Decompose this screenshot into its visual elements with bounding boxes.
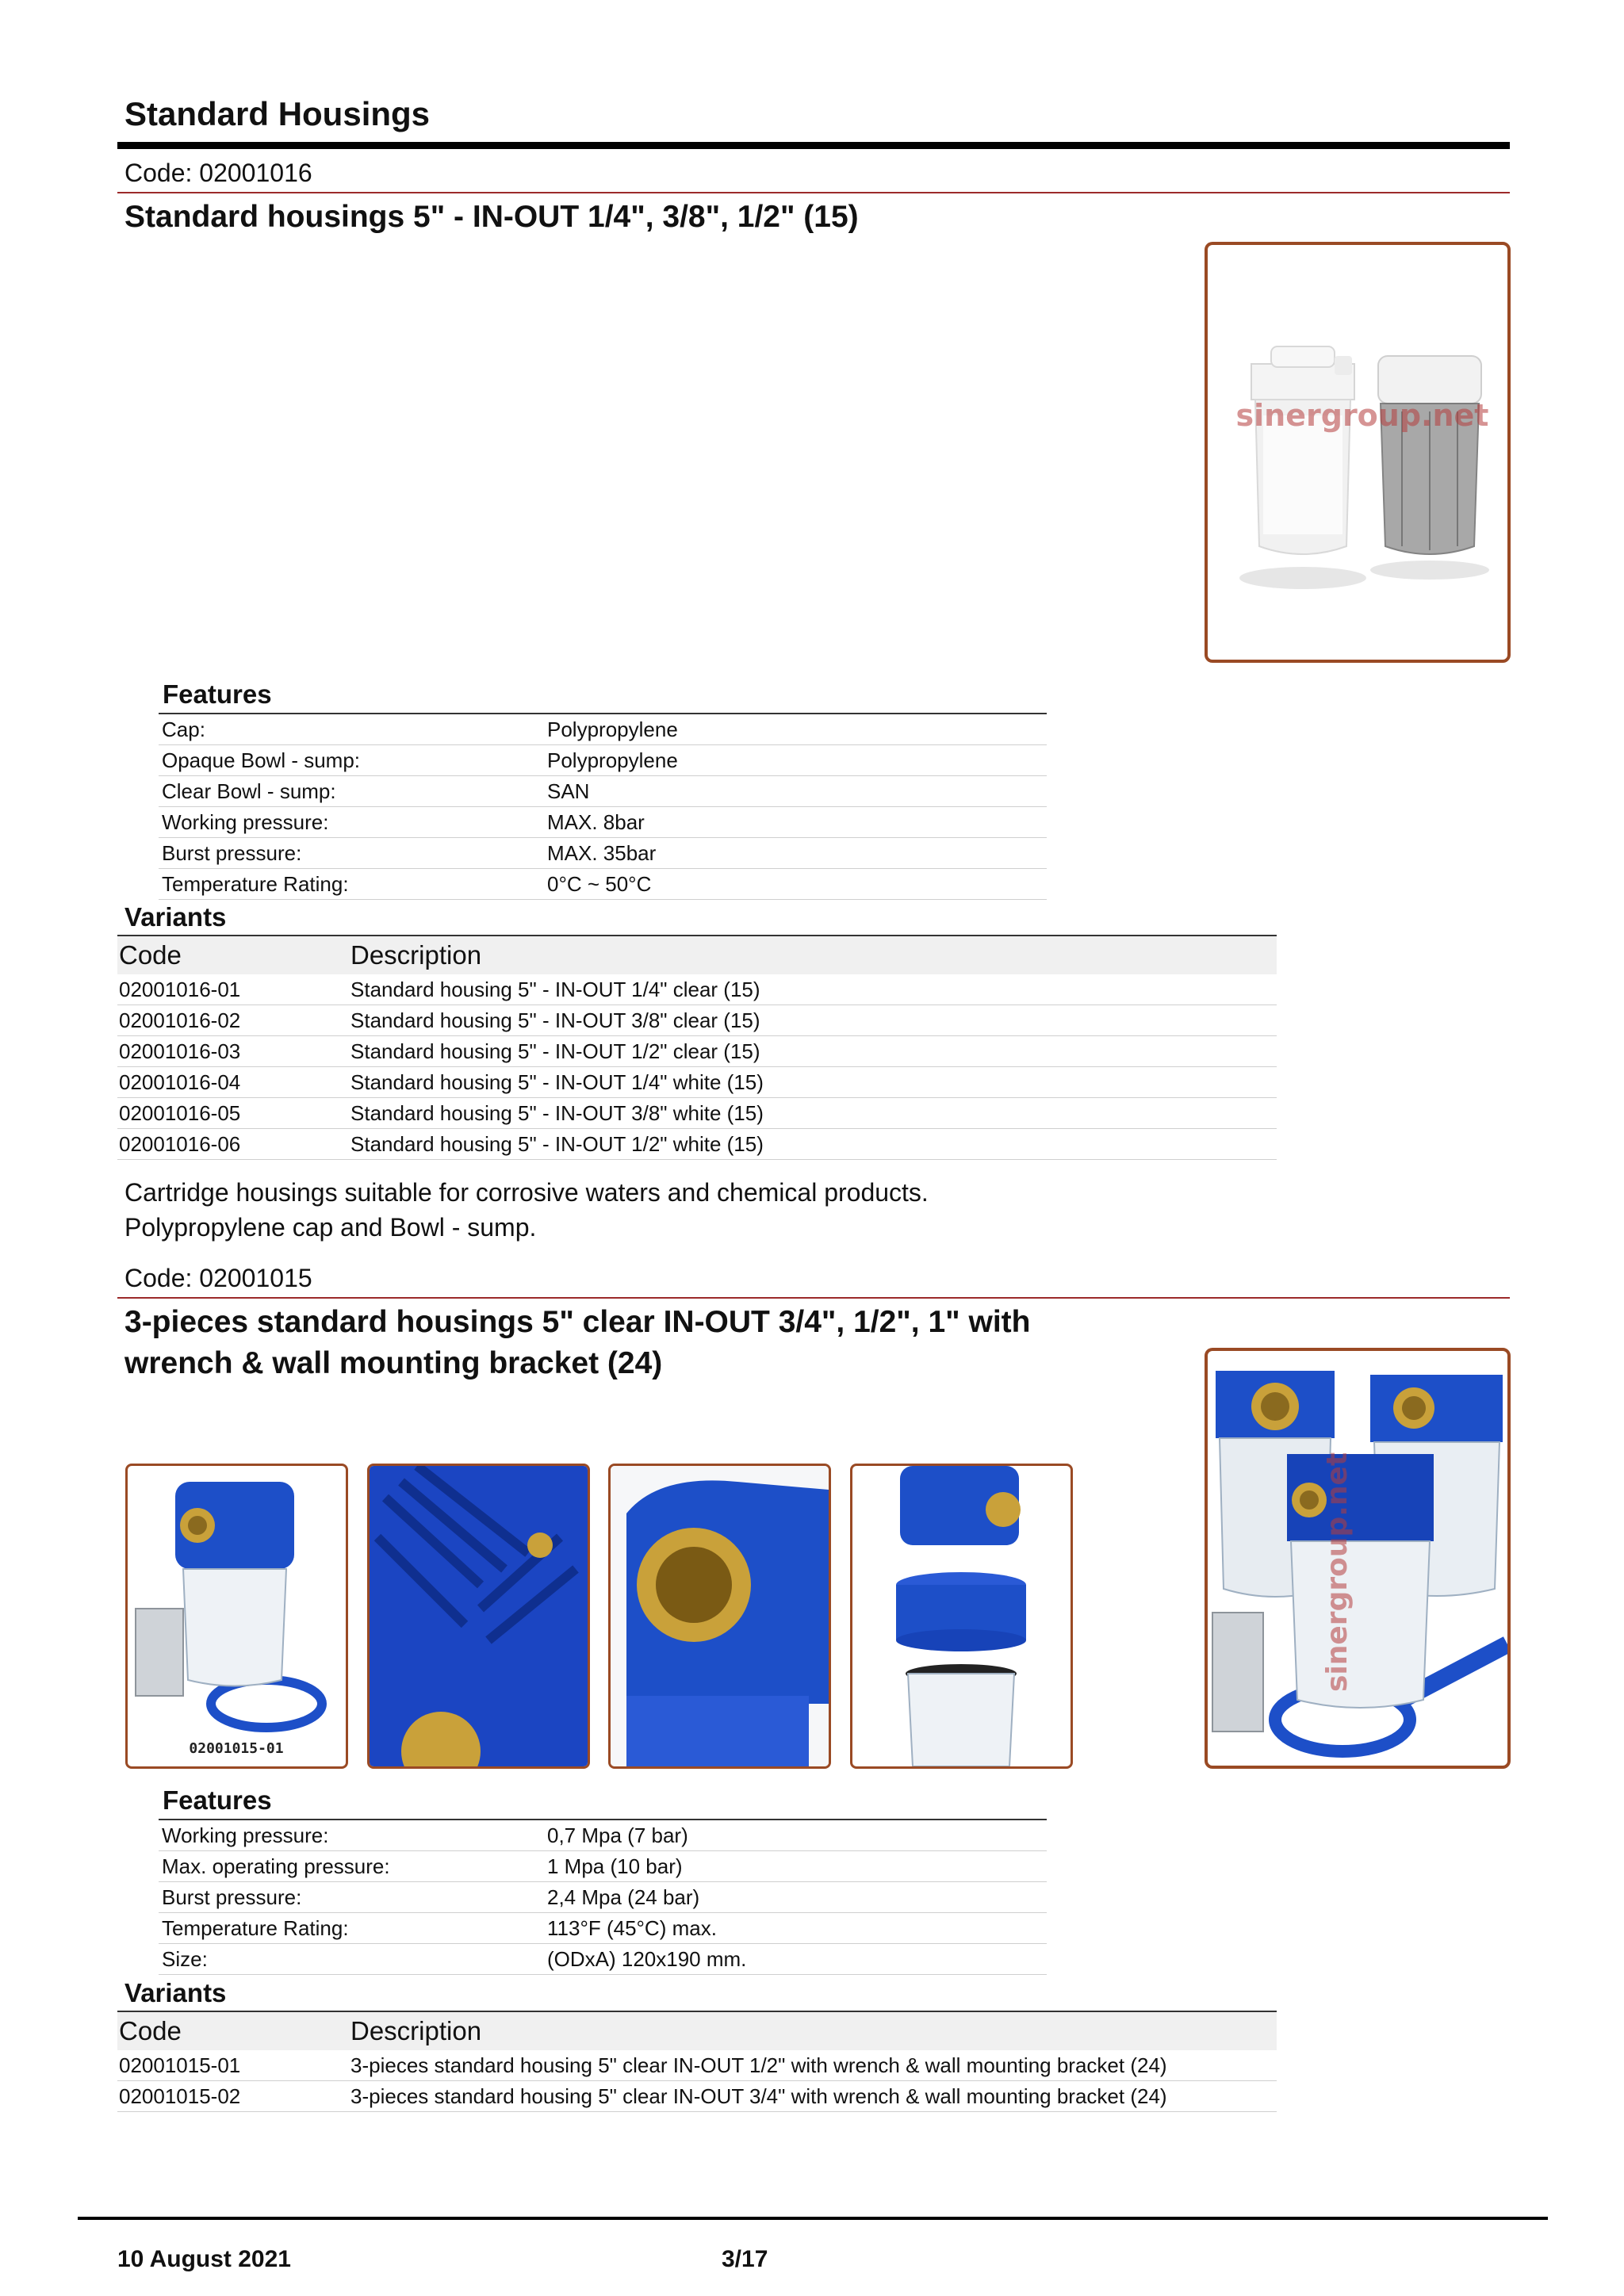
feature-value: 0°C ~ 50°C	[544, 869, 1047, 900]
feature-value: Polypropylene	[544, 714, 1047, 745]
variants-heading: Variants	[124, 902, 227, 932]
variants-header-row	[117, 936, 1277, 974]
variant-description: 3-pieces standard housing 5" clear IN-OUT 3/4" with wrench & wall mounting bracket (24)	[349, 2081, 1277, 2112]
blue-housings-illustration	[1208, 1351, 1507, 1766]
feature-name: Temperature Rating:	[159, 1913, 544, 1944]
variant-code: 02001016-06	[117, 1129, 349, 1160]
variants-header-row	[117, 2011, 1277, 2050]
feature-value: MAX. 35bar	[544, 838, 1047, 869]
feature-row	[159, 838, 1047, 869]
product-code: Code: 02001016	[124, 159, 312, 187]
feature-name: Burst pressure:	[159, 1882, 544, 1913]
product-title-line: wrench & wall mounting bracket (24)	[124, 1346, 663, 1380]
table-row	[117, 2081, 1277, 2112]
table-row	[117, 1005, 1277, 1036]
feature-row	[159, 1944, 1047, 1975]
variants-table	[117, 2011, 1277, 2112]
feature-name: Size:	[159, 1944, 544, 1975]
features-heading: Features	[163, 1785, 272, 1815]
feature-value: SAN	[544, 776, 1047, 807]
features-heading: Features	[163, 679, 272, 709]
product-title: Standard housings 5" - IN-OUT 1/4", 3/8", 1/2" (15)	[124, 200, 859, 234]
thumbnail-1[interactable]	[125, 1464, 348, 1769]
feature-value: Polypropylene	[544, 745, 1047, 776]
feature-name: Burst pressure:	[159, 838, 544, 869]
code-divider	[117, 192, 1510, 193]
feature-row	[159, 807, 1047, 838]
variants-table	[117, 935, 1277, 1160]
variant-description: Standard housing 5" - IN-OUT 1/4" clear (15)	[349, 974, 1277, 1005]
feature-value: (ODxA) 120x190 mm.	[544, 1944, 1047, 1975]
feature-name: Temperature Rating:	[159, 869, 544, 900]
feature-name: Clear Bowl - sump:	[159, 776, 544, 807]
footer-divider	[78, 2217, 1548, 2220]
feature-name: Max. operating pressure:	[159, 1851, 544, 1882]
variant-description: Standard housing 5" - IN-OUT 1/2" clear (15)	[349, 1036, 1277, 1067]
variant-description: Standard housing 5" - IN-OUT 3/8" white (15)	[349, 1098, 1277, 1129]
variants-col-description: Description	[349, 2011, 1277, 2050]
feature-name: Opaque Bowl - sump:	[159, 745, 544, 776]
variant-code: 02001016-05	[117, 1098, 349, 1129]
feature-row	[159, 1820, 1047, 1851]
product-photo	[1205, 1348, 1511, 1769]
variant-code: 02001016-02	[117, 1005, 349, 1036]
feature-name: Working pressure:	[159, 807, 544, 838]
table-row	[117, 1036, 1277, 1067]
feature-value: 2,4 Mpa (24 bar)	[544, 1882, 1047, 1913]
feature-value: 113°F (45°C) max.	[544, 1913, 1047, 1944]
thumbnail-4[interactable]	[850, 1464, 1073, 1769]
product-title-line: 3-pieces standard housings 5" clear IN-OUT 3/4", 1/2", 1" with	[124, 1305, 1031, 1339]
feature-value: 0,7 Mpa (7 bar)	[544, 1820, 1047, 1851]
feature-row	[159, 714, 1047, 745]
variant-code: 02001015-01	[117, 2050, 349, 2081]
feature-row	[159, 776, 1047, 807]
variants-col-description: Description	[349, 936, 1277, 974]
feature-value: MAX. 8bar	[544, 807, 1047, 838]
product-photo	[1205, 242, 1511, 663]
watermark-text: sinergroup.net	[1235, 398, 1489, 433]
footer-date: 10 August 2021	[117, 2246, 291, 2272]
variant-code: 02001016-03	[117, 1036, 349, 1067]
housings-illustration	[1208, 245, 1507, 660]
features-table	[159, 1820, 1047, 1975]
feature-row	[159, 869, 1047, 900]
product-code: Code: 02001015	[124, 1264, 312, 1292]
variants-col-code: Code	[117, 936, 349, 974]
feature-value: 1 Mpa (10 bar)	[544, 1851, 1047, 1882]
feature-name: Working pressure:	[159, 1820, 544, 1851]
code-divider	[117, 1297, 1510, 1299]
feature-row	[159, 1882, 1047, 1913]
table-row	[117, 1098, 1277, 1129]
feature-row	[159, 745, 1047, 776]
section-title: Standard Housings	[124, 95, 431, 132]
variant-description: Standard housing 5" - IN-OUT 1/2" white (15)	[349, 1129, 1277, 1160]
watermark-text: sinergroup.net	[1321, 1452, 1354, 1692]
features-table	[159, 714, 1047, 900]
feature-row	[159, 1851, 1047, 1882]
variant-description: Standard housing 5" - IN-OUT 1/4" white (15)	[349, 1067, 1277, 1098]
variant-description: 3-pieces standard housing 5" clear IN-OUT 1/2" with wrench & wall mounting bracket (24)	[349, 2050, 1277, 2081]
product-description-line: Cartridge housings suitable for corrosive waters and chemical products.	[124, 1178, 929, 1207]
variant-code: 02001016-01	[117, 974, 349, 1005]
thumbnail-2[interactable]	[367, 1464, 590, 1769]
variant-code: 02001016-04	[117, 1067, 349, 1098]
product-description-line: Polypropylene cap and Bowl - sump.	[124, 1213, 537, 1242]
variant-code: 02001015-02	[117, 2081, 349, 2112]
table-row	[117, 1129, 1277, 1160]
table-row	[117, 974, 1277, 1005]
feature-row	[159, 1913, 1047, 1944]
thumbnail-caption: 02001015-01	[189, 1740, 284, 1757]
variants-col-code: Code	[117, 2011, 349, 2050]
table-row	[117, 1067, 1277, 1098]
section-divider	[117, 142, 1510, 149]
feature-name: Cap:	[159, 714, 544, 745]
thumbnail-3[interactable]	[608, 1464, 831, 1769]
table-row	[117, 2050, 1277, 2081]
variant-description: Standard housing 5" - IN-OUT 3/8" clear (15)	[349, 1005, 1277, 1036]
variants-heading: Variants	[124, 1978, 227, 2007]
page-number: 3/17	[722, 2246, 768, 2272]
